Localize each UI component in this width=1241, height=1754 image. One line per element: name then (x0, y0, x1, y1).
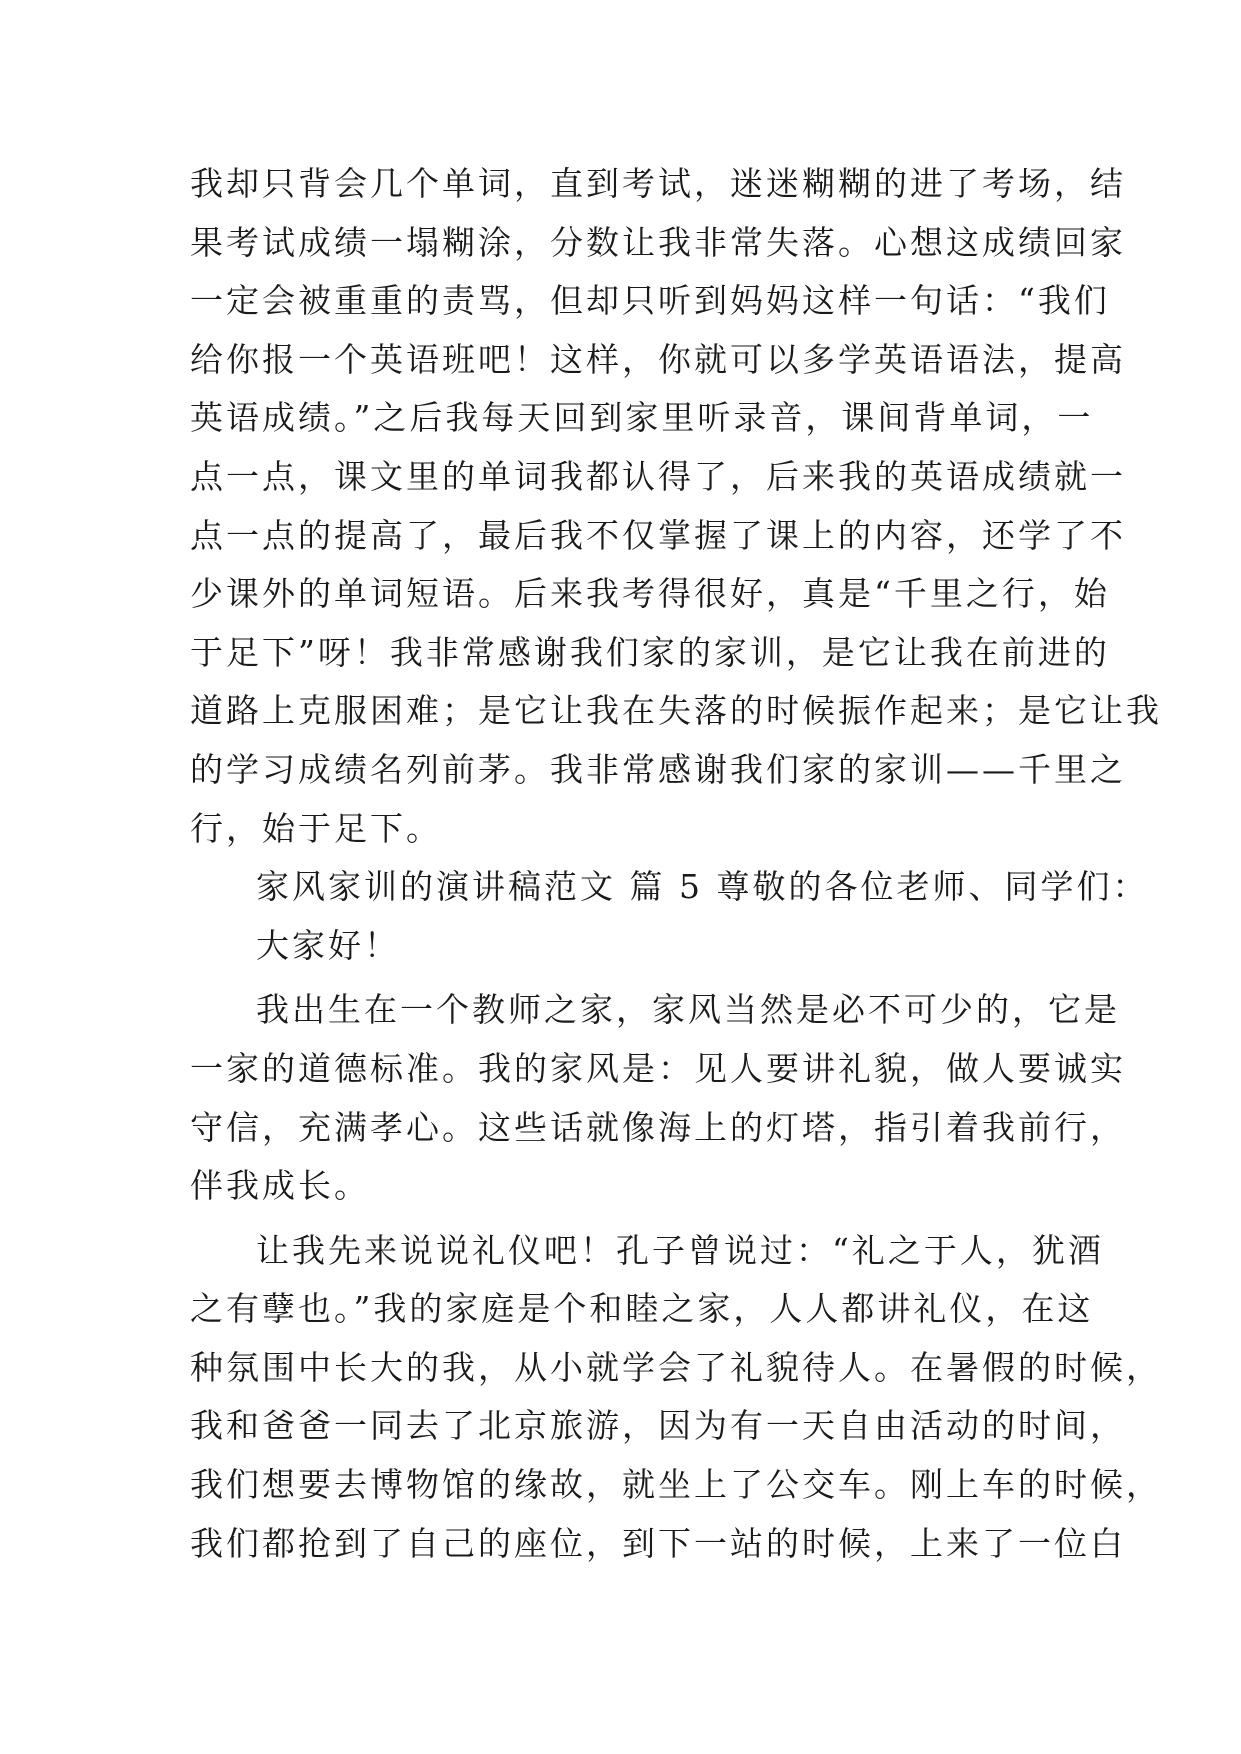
text-line: 道路上克服困难；是它让我在失落的时候振作起来；是它让我 (190, 691, 1162, 731)
text-line: 我们都抢到了自己的座位，到下一站的时候，上来了一位白 (190, 1523, 1126, 1563)
text-line: 我和爸爸一同去了北京旅游，因为有一天自由活动的时间， (190, 1406, 1126, 1446)
text-line: 种氛围中长大的我，从小就学会了礼貌待人。在暑假的时候， (190, 1347, 1162, 1387)
document-body (190, 155, 1162, 1573)
text-line: 一定会被重重的责骂，但却只听到妈妈这样一句话：“我们 (190, 281, 1110, 321)
text-line: 果考试成绩一塌糊涂，分数让我非常失落。心想这成绩回家 (190, 222, 1126, 262)
section-heading: 家风家训的演讲稿范文 篇 5 尊敬的各位老师、同学们： (256, 867, 1149, 907)
text-line: 给你报一个英语班吧！这样，你就可以多学英语语法，提高 (190, 339, 1126, 379)
text-line: 一家的道德标准。我的家风是：见人要讲礼貌，做人要诚实 (190, 1048, 1126, 1088)
text-line: 点一点，课文里的单词我都认得了，后来我的英语成绩就一 (190, 456, 1126, 496)
text-line: 的学习成绩名列前茅。我非常感谢我们家的家训——千里之 (190, 749, 1126, 789)
text-line: 我却只背会几个单词，直到考试，迷迷糊糊的进了考场，结 (190, 164, 1126, 203)
text-line: 点一点的提高了，最后我不仅掌握了课上的内容，还学了不 (190, 515, 1126, 555)
text-line: 少课外的单词短语。后来我考得很好，真是“千里之行，始 (190, 574, 1110, 614)
text-line: 英语成绩。”之后我每天回到家里听录音，课间背单词，一 (190, 398, 1094, 438)
text-line: 让我先来说说礼仪吧！孔子曾说过：“礼之于人，犹酒 (256, 1230, 1104, 1270)
text-line: 伴我成长。 (190, 1166, 370, 1206)
text-line: 之有孽也。”我的家庭是个和睦之家，人人都讲礼仪，在这 (190, 1289, 1094, 1329)
text-line: 守信，充满孝心。这些话就像海上的灯塔，指引着我前行， (190, 1107, 1126, 1147)
text-line: 我出生在一个教师之家，家风当然是必不可少的，它是 (256, 990, 1120, 1030)
text-line: 我们想要去博物馆的缘故，就坐上了公交车。刚上车的时候， (190, 1465, 1162, 1505)
text-line: 于足下”呀！我非常感谢我们家的家训，是它让我在前进的 (190, 632, 1110, 672)
text-line: 行，始于足下。 (190, 808, 442, 848)
greeting-line: 大家好！ (256, 925, 400, 965)
